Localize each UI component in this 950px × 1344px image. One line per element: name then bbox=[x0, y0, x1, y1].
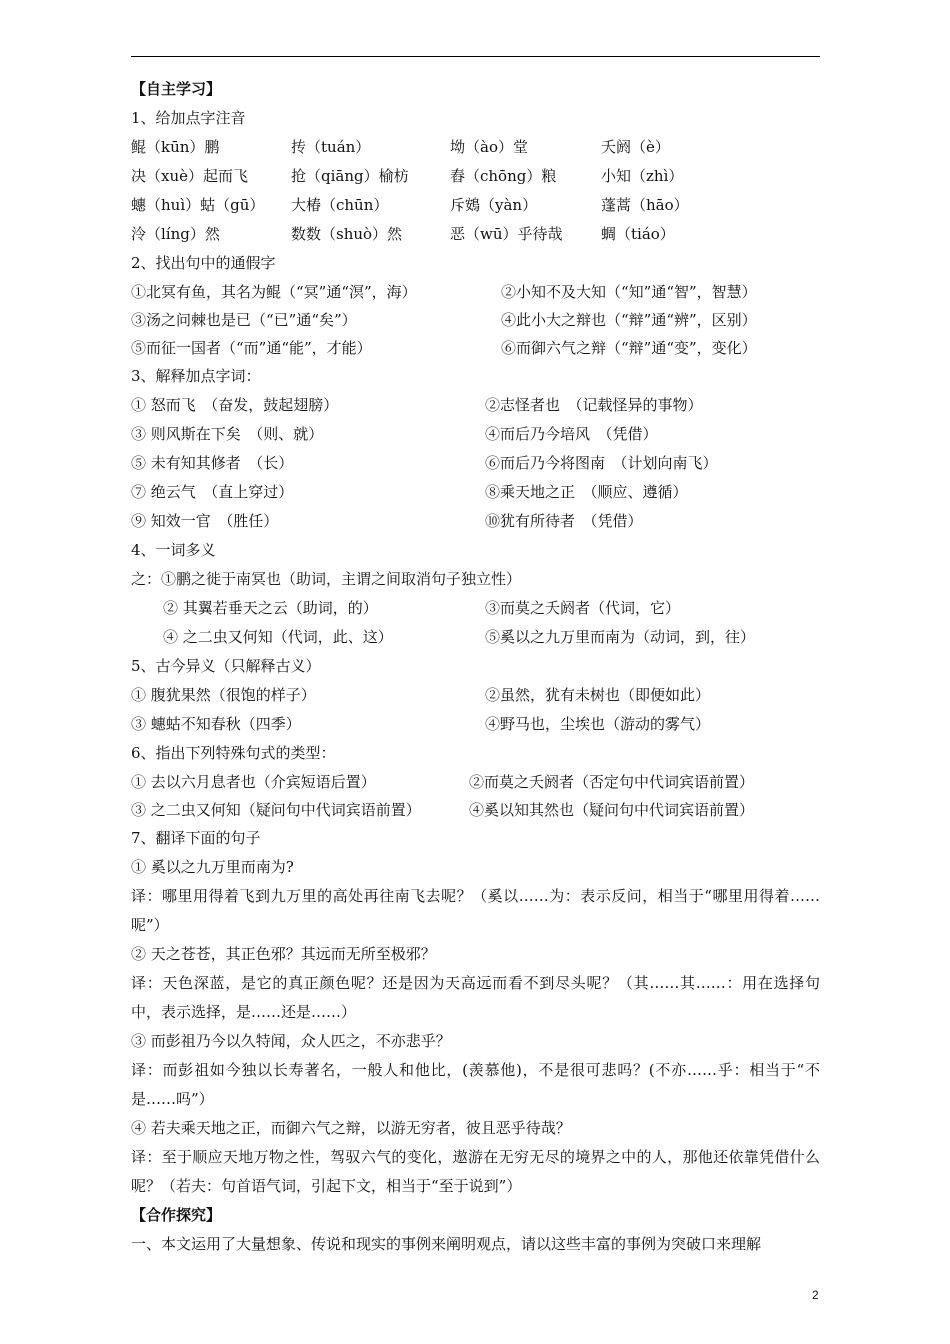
q2-row bbox=[131, 334, 820, 362]
pinyin-item: 舂（chōng）粮 bbox=[450, 167, 557, 185]
tongjia-item: ③汤之问棘也是已（“已”通“矣”） bbox=[131, 311, 357, 329]
q3-row bbox=[131, 391, 820, 420]
tongjia-item: ⑤而征一国者（“而”通“能”，才能） bbox=[131, 339, 372, 357]
pinyin-item: 蜩（tiáo） bbox=[601, 225, 675, 243]
gloss-item: ②志怪者也 （记载怪异的事物） bbox=[485, 396, 703, 414]
q5-row bbox=[131, 710, 820, 739]
q1-title: 1、给加点字注音 bbox=[131, 109, 246, 127]
pinyin-item: 大椿（chūn） bbox=[291, 196, 389, 214]
translation-question: ① 奚以之九万里而南为? bbox=[131, 858, 294, 876]
q5-title: 5、古今异义（只解释古义） bbox=[131, 657, 321, 675]
q3-row bbox=[131, 507, 820, 536]
polysemy-item: ② 其翼若垂天之云（助词，的） bbox=[163, 599, 378, 617]
gloss-item: ① 怒而飞 （奋发，鼓起翅膀） bbox=[131, 396, 339, 414]
translation-answer: 译：天色深蓝，是它的真正颜色呢？还是因为天高远而看不到尽头呢？（其……其……：用在选择句中，表示选择，是……还是……） bbox=[131, 974, 820, 1021]
q7-title: 7、翻译下面的句子 bbox=[131, 829, 261, 847]
polysemy-item: ⑤奚以之九万里而南为（动词，到，往） bbox=[485, 628, 756, 646]
page-number: 2 bbox=[812, 1288, 819, 1302]
section-heading-zizhu: 【自主学习】 bbox=[131, 80, 222, 98]
pinyin-item: 数数（shuò）然 bbox=[291, 225, 403, 243]
translation-question: ④ 若夫乘天地之正，而御六气之辩，以游无穷者，彼且恶乎待哉？ bbox=[131, 1119, 571, 1137]
pinyin-item: 斥鴳（yàn） bbox=[450, 196, 538, 214]
q2-row bbox=[131, 306, 820, 334]
ancient-meaning-item: ① 腹犹果然（很饱的样子） bbox=[131, 686, 316, 704]
gloss-item: ⑤ 未有知其修者 （长） bbox=[131, 454, 294, 472]
pinyin-item: 恶（wū）乎待哉 bbox=[450, 225, 563, 243]
q6-row bbox=[131, 768, 820, 796]
q6-row bbox=[131, 796, 820, 824]
q6-title: 6、指出下列特殊句式的类型： bbox=[131, 744, 336, 762]
translation-question: ③ 而彭祖乃今以久特闻，众人匹之，不亦悲乎？ bbox=[131, 1032, 451, 1050]
q2-row bbox=[131, 278, 820, 306]
syntax-item: ③ 之二虫又何知（疑问句中代词宾语前置） bbox=[131, 801, 421, 819]
polysemy-item: ④ 之二虫又何知（代词，此、这） bbox=[163, 628, 393, 646]
q1-row bbox=[131, 133, 820, 162]
ancient-meaning-item: ④野马也，尘埃也（游动的雾气） bbox=[485, 715, 711, 733]
q3-row bbox=[131, 420, 820, 449]
gloss-item: ⑦ 绝云气 （直上穿过） bbox=[131, 483, 294, 501]
pinyin-item: 蓬蒿（hāo） bbox=[601, 196, 689, 214]
gloss-item: ⑥而后乃今将图南 （计划向南飞） bbox=[485, 454, 718, 472]
q4-title: 4、一词多义 bbox=[131, 541, 216, 559]
translation-answer: 译：而彭祖如今独以长寿著名，一般人和他比，(羡慕他)，不是很可悲吗？(不亦……乎：相当于“不是……吗”） bbox=[131, 1061, 820, 1108]
tongjia-item: ⑥而御六气之辩（“辩”通“变”，变化） bbox=[501, 339, 757, 357]
pinyin-item: 决（xuè）起而飞 bbox=[131, 167, 248, 185]
gloss-item: ⑨ 知效一官 （胜任） bbox=[131, 512, 279, 530]
q1-row bbox=[131, 191, 820, 220]
q4-row bbox=[131, 594, 820, 623]
q3-title: 3、解释加点字词： bbox=[131, 367, 261, 385]
q4-row bbox=[131, 623, 820, 652]
syntax-item: ① 去以六月息者也（介宾短语后置） bbox=[131, 773, 376, 791]
q1-row bbox=[131, 220, 820, 249]
q3-row bbox=[131, 478, 820, 507]
pinyin-item: 抢（qiāng）榆枋 bbox=[291, 167, 409, 185]
pinyin-item: 鲲（kūn）鹏 bbox=[131, 138, 220, 156]
pinyin-item: 坳（ào）堂 bbox=[450, 138, 528, 156]
pinyin-item: 小知（zhì） bbox=[601, 167, 684, 185]
translation-question: ② 天之苍苍，其正色邪？其远而无所至极邪？ bbox=[131, 945, 436, 963]
gloss-item: ④而后乃今培风 （凭借） bbox=[485, 425, 658, 443]
syntax-item: ④奚以知其然也（疑问句中代词宾语前置） bbox=[469, 801, 755, 819]
translation-answer: 译：哪里用得着飞到九万里的高处再往南飞去呢？（奚以……为：表示反问，相当于“哪里用得着……呢”） bbox=[131, 887, 820, 934]
polysemy-item: ③而莫之夭阏者（代词，它） bbox=[485, 599, 681, 617]
q3-row bbox=[131, 449, 820, 478]
discussion-question: 一、本文运用了大量想象、传说和现实的事例来阐明观点，请以这些丰富的事例为突破口来理解 bbox=[131, 1235, 762, 1253]
header-rule bbox=[131, 56, 820, 57]
ancient-meaning-item: ③ 蟪蛄不知春秋（四季） bbox=[131, 715, 301, 733]
q4-line: 之：①鹏之徙于南冥也（助词，主谓之间取消句子独立性） bbox=[131, 570, 522, 588]
gloss-item: ③ 则风斯在下矣 （则、就） bbox=[131, 425, 324, 443]
q5-row bbox=[131, 681, 820, 710]
tongjia-item: ②小知不及大知（“知”通“智”，智慧） bbox=[501, 283, 757, 301]
tongjia-item: ①北冥有鱼，其名为鲲（“冥”通“溟”，海） bbox=[131, 283, 417, 301]
gloss-item: ⑧乘天地之正 （顺应、遵循） bbox=[485, 483, 688, 501]
document-body bbox=[131, 75, 820, 1259]
tongjia-item: ④此小大之辩也（“辩”通“辨”，区别） bbox=[501, 311, 757, 329]
section-heading-hezuo: 【合作探究】 bbox=[131, 1206, 222, 1224]
pinyin-item: 泠（líng）然 bbox=[131, 225, 220, 243]
pinyin-item: 蟪（huì）蛄（gū） bbox=[131, 196, 265, 214]
q1-row bbox=[131, 162, 820, 191]
pinyin-item: 夭阏（è） bbox=[601, 138, 670, 156]
pinyin-item: 抟（tuán） bbox=[291, 138, 371, 156]
ancient-meaning-item: ②虽然，犹有未树也（即便如此） bbox=[485, 686, 711, 704]
gloss-item: ⑩犹有所待者 （凭借） bbox=[485, 512, 643, 530]
syntax-item: ②而莫之夭阏者（否定句中代词宾语前置） bbox=[469, 773, 755, 791]
q2-title: 2、找出句中的通假字 bbox=[131, 254, 276, 272]
translation-answer: 译：至于顺应天地万物之性，驾驭六气的变化，遨游在无穷无尽的境界之中的人，那他还依靠凭借什么呢？（若夫：句首语气词，引起下文，相当于“至于说到”） bbox=[131, 1148, 820, 1195]
